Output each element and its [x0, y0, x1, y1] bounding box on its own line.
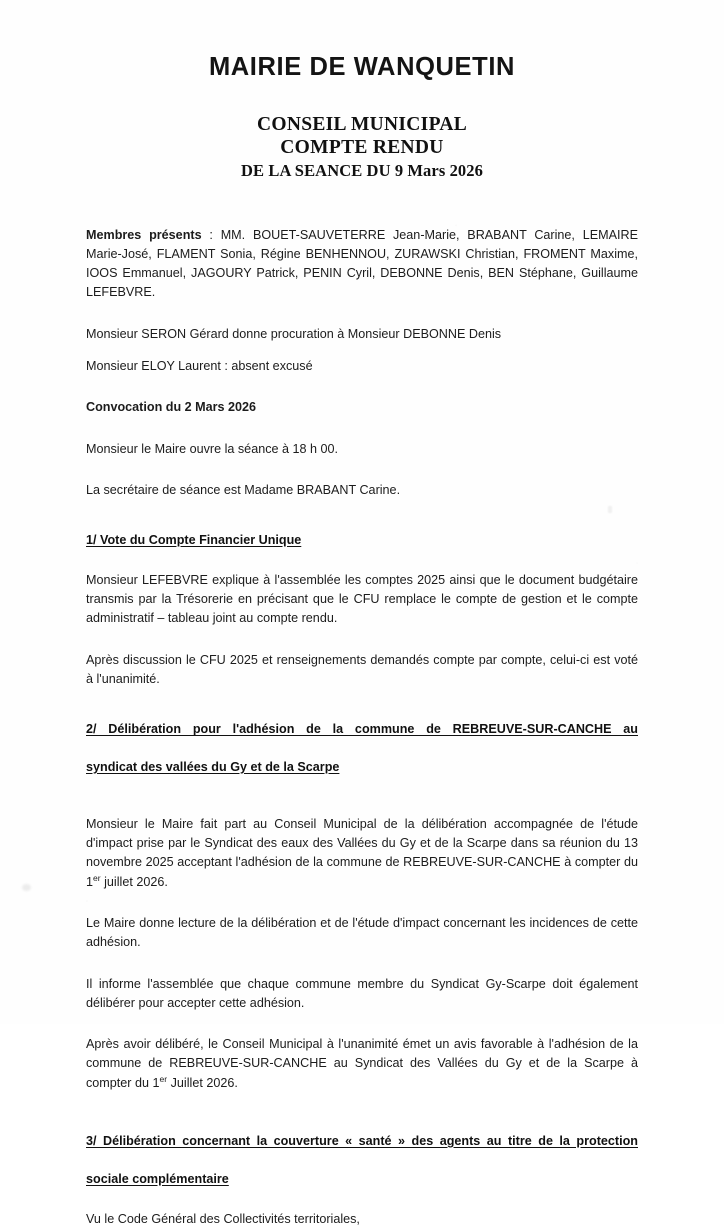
subtitle-conseil-municipal: CONSEIL MUNICIPAL: [256, 114, 468, 135]
section-1-paragraph-2: Après discussion le CFU 2025 et renseignements demandés compte par compte, celui-ci est voté à l'unanimité.: [86, 652, 638, 686]
spacer: [86, 1026, 638, 1035]
section-1-paragraph-1: Monsieur LEFEBVRE explique à l'assemblée les comptes 2025 ainsi que le document budgétaire transmis par la Trésorerie en précisant que le CFU remplace le compte de gestion et le compte administratif – tableau joint au compte rendu.: [86, 572, 638, 626]
spacer: [86, 431, 638, 440]
attendance-separator: :: [201, 227, 221, 242]
attendance-paragraph: [86, 226, 638, 303]
section-heading-1: [86, 531, 638, 550]
spacer: [86, 905, 638, 914]
section-2-paragraph-1: Monsieur le Maire fait part au Conseil Municipal de la délibération accompagnée de l'étude d'impact prise par le Syndicat des eaux des Vallées du Gy et de la Scarpe dans sa réunion du 13 novembre 2025 acceptant l'adhésion de la commune de REBREUVE-SUR-CANCHE à compter du 1er juillet 2026.: [86, 816, 638, 889]
section-2-paragraph-2: Le Maire donne lecture de la délibération et de l'étude d'impact concernant les incidences de cette adhésion.: [86, 916, 638, 950]
section-1-heading-line-1: 1/ Vote du Compte Financier Unique: [86, 533, 302, 548]
spacer: [86, 1106, 638, 1132]
spacer: [86, 472, 638, 481]
document-subtitle-block: [86, 114, 638, 182]
subtitle-seance-date: DE LA SEANCE DU 9 Mars 2026: [241, 161, 483, 181]
section-3-paragraph-1: Vu le Code Général des Collectivités territoriales,: [86, 1211, 360, 1226]
subtitle-compte-rendu: COMPTE RENDU: [280, 136, 444, 158]
convocation-date: Convocation du 2 Mars 2026: [86, 400, 257, 415]
section-heading-3: [86, 1132, 638, 1189]
spacer: [86, 513, 638, 531]
session-opening: Monsieur le Maire ouvre la séance à 18 h 00.: [86, 441, 339, 456]
page-title: MAIRIE DE WANQUETIN: [208, 53, 516, 81]
attendance-names: MM. BOUET-SAUVETERRE Jean-Marie, BRABANT Carine, LEMAIRE Marie-José, FLAMENT Sonia, Régine BENHENNOU, ZURAWSKI Christian, FROMENT Maxime, IOOS Emmanuel, JAGOURY Patrick, PENIN Cyril, DEBONNE Denis, BEN Stéphane, Guillaume LEFEBVRE.: [86, 227, 639, 300]
section-3-heading-line-1: 3/ Délibération concernant la couverture « santé » des agents au titre de la protection: [86, 1133, 638, 1148]
scan-artifact: [152, 860, 157, 865]
spacer: [86, 389, 638, 398]
section-heading-2: [86, 720, 638, 777]
spacer: [86, 966, 638, 975]
session-secretary: La secrétaire de séance est Madame BRABANT Carine.: [86, 482, 401, 497]
spacer: [86, 1201, 638, 1210]
section-2-heading-line-1: 2/ Délibération pour l'adhésion de la commune de REBREUVE-SUR-CANCHE au: [86, 722, 638, 737]
section-2-paragraph-3: Il informe l'assemblée que chaque commune membre du Syndicat Gy-Scarpe doit également délibérer pour accepter cette adhésion.: [86, 976, 638, 1010]
proxy-statement: Monsieur SERON Gérard donne procuration à Monsieur DEBONNE Denis: [86, 326, 502, 341]
excused-statement: Monsieur ELOY Laurent : absent excusé: [86, 358, 313, 373]
section-2-heading-line-2: syndicat des vallées du Gy et de la Scarpe: [86, 760, 340, 775]
document-body: [86, 226, 638, 1229]
document-content: [86, 0, 638, 1229]
spacer: [86, 316, 638, 325]
scan-artifact: [608, 506, 612, 513]
spacer: [86, 562, 638, 571]
spacer: [86, 789, 638, 815]
attendance-label: Membres présents: [86, 227, 202, 242]
section-2-paragraph-4: Après avoir délibéré, le Conseil Municipal à l'unanimité émet un avis favorable à l'adhésion de la commune de REBREUVE-SUR-CANCHE au Syndicat des Vallées du Gy et de la Scarpe à compter du 1er Juillet 2026.: [86, 1037, 638, 1090]
spacer: [86, 642, 638, 651]
spacer: [86, 702, 638, 720]
section-3-heading-line-2: sociale complémentaire: [86, 1171, 229, 1186]
scan-artifact: [22, 884, 31, 891]
